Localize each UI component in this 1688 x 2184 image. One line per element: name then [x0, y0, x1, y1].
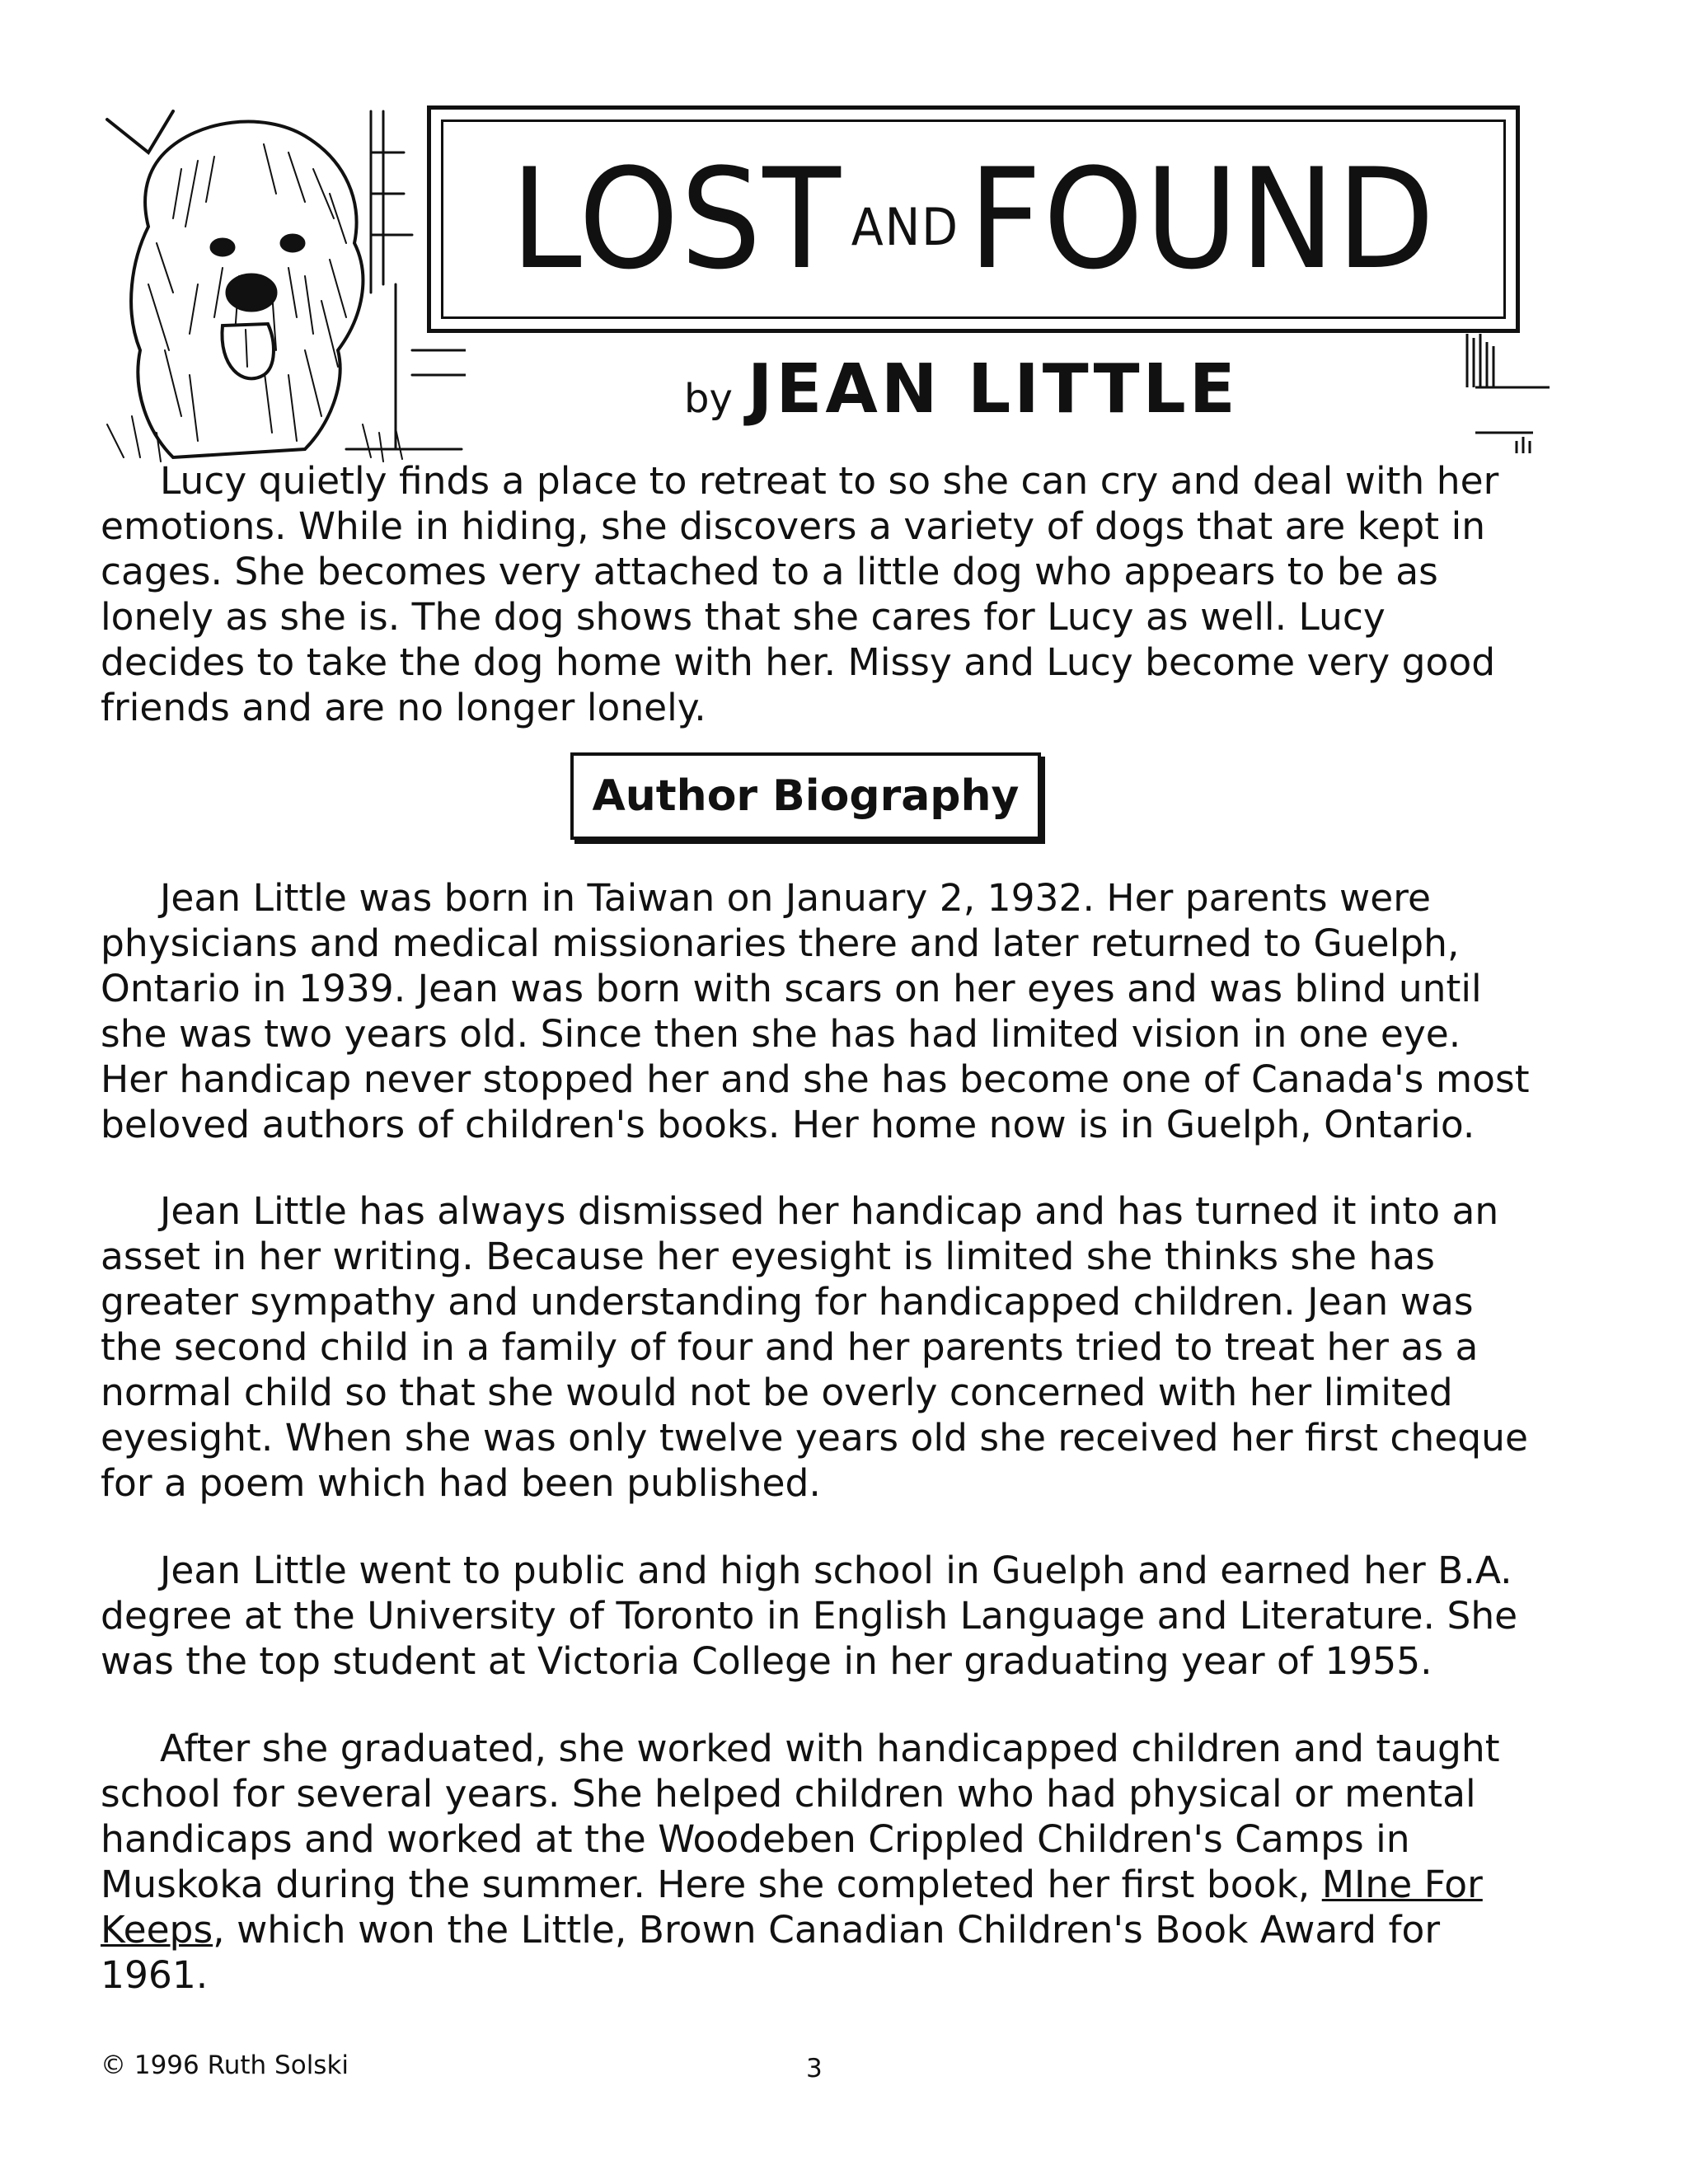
biography-paragraph-3: Jean Little went to public and high school in Guelph and earned her B.A. degree at the University of Toronto in English Language and Literature. She was the top student at Victoria College in her graduating year of 1955.	[101, 1549, 1518, 1683]
decorative-lines-icon	[1451, 330, 1566, 462]
author-biography-heading-box	[570, 752, 1041, 840]
title-and: AND	[851, 197, 959, 257]
title-lost: LOST	[510, 138, 842, 300]
biography-paragraph-2: Jean Little has always dismissed her handicap and has turned it into an asset in her writing. Because her eyesight is limited she thinks she has greater sympathy and understanding for handicapped children. Jean was the second child in a family of four and her parents tried to treat her as a normal child so that she would not be overly concerned with her limited eyesight. When she was only twelve years old she received her first cheque for a poem which had been published.	[101, 1189, 1528, 1505]
biography-paragraph-4-text: After she graduated, she worked with handicapped children and taught school for several years. She helped children who had physical or mental handicaps and worked at the Woodeben Crippled Children's Camps in Muskoka during the summer. Here she completed her first book,	[101, 1727, 1500, 1906]
byline	[684, 350, 1239, 429]
byline-by: by	[684, 376, 733, 422]
page-number: 3	[806, 2054, 823, 2083]
dog-illustration	[99, 103, 466, 466]
summary-paragraph: Lucy quietly finds a place to retreat to so she can cry and deal with her emotions. While in hiding, she discovers a variety of dogs that are kept in cages. She becomes very attached to a little dog who appears to be as lonely as she is. The dog shows that she cares for Lucy as well. Lucy decides to take the dog home with her. Missy and Lucy become very good friends and are no longer lonely.	[101, 459, 1499, 729]
biography-paragraph-1: Jean Little was born in Taiwan on January 2, 1932. Her parents were physicians and medical missionaries there and later returned to Guelph, Ontario in 1939. Jean was born with scars on her eyes and was blind until she was two years old. Since then she has had limited vision in one eye. Her handicap never stopped her and she has become one of Canada's most beloved authors of children's books. Her home now is in Guelph, Ontario.	[101, 876, 1530, 1146]
byline-author: JEAN LITTLE	[747, 350, 1239, 429]
page-title	[475, 110, 1473, 329]
biography-paragraph-4-end: , which won the Little, Brown Canadian Children's Book Award for 1961.	[101, 1908, 1441, 1997]
author-biography-heading: Author Biography	[592, 771, 1020, 821]
copyright: © 1996 Ruth Solski	[101, 2050, 349, 2080]
title-found: FOUND	[968, 138, 1437, 300]
book-title: MIne For Keeps	[101, 1863, 1483, 1952]
biography-paragraph-4	[101, 1726, 1535, 1998]
title-box	[427, 105, 1520, 333]
